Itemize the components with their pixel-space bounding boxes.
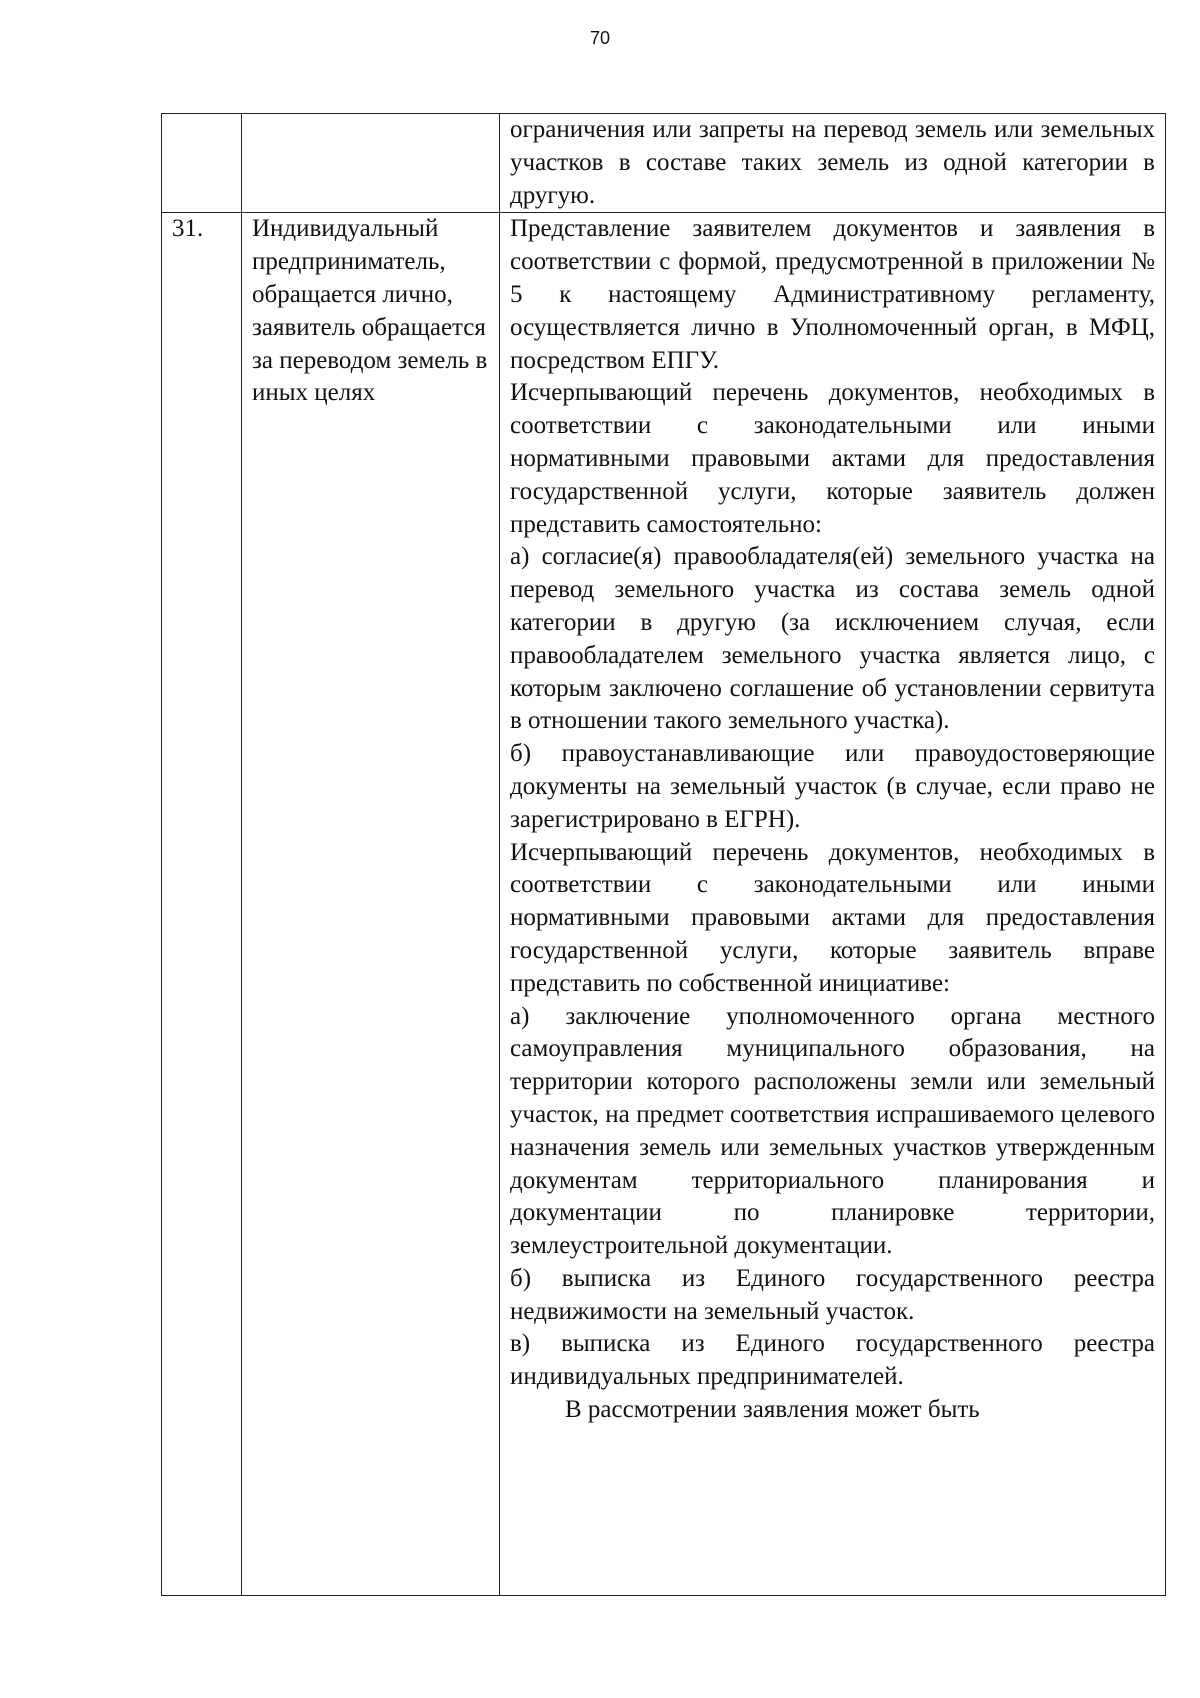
- paragraph-item-b-title-docs: б) правоустанавливающие или правоудостоверяющие документы на земельный участок (в случае, если право не зарегистрировано в ЕГРН).: [510, 740, 1155, 833]
- description-content: [510, 213, 1155, 1591]
- paragraph-consideration: В рассмотрении заявления может быть: [565, 1396, 980, 1424]
- paragraph-item-a-conclusion: а) заключение уполномоченного органа местного самоуправления муниципального образования, на территории которого расположены земли или земельный участок, на предмет соответствия испрашиваемого целевого назначения земель или земельных участков утвержденным документам территориального планирования и документации по планировке территории, землеустроительной документации.: [510, 1002, 1155, 1260]
- paragraph-optional-docs-intro: Исчерпывающий перечень документов, необходимых в соответствии с законодательными или иными нормативными правовыми актами для предоставления государственной услуги, которые заявитель вправе представить по собственной инициативе:: [510, 838, 1155, 997]
- paragraph-item-b-egrn-extract: б) выписка из Единого государственного реестра недвижимости на земельный участок.: [510, 1264, 1155, 1325]
- applicant-cell: Индивидуальный предприниматель, обращается лично, заявитель обращается за переводом земель в иных целях: [242, 213, 500, 1596]
- paragraph-required-docs-intro: Исчерпывающий перечень документов, необходимых в соответствии с законодательными или иными нормативными правовыми актами для предоставления государственной услуги, которые заявитель должен представить самостоятельно:: [510, 379, 1155, 538]
- applicant-cell: [242, 114, 500, 213]
- row-number-cell: [162, 114, 242, 213]
- paragraph-submission: Представление заявителем документов и заявления в соответствии с формой, предусмотренной в приложении № 5 к настоящему Административному регламенту, осуществляется лично в Уполномоченный орган, в МФЦ, посредством ЕПГУ.: [510, 215, 1155, 374]
- row-number-cell: 31.: [162, 213, 242, 1596]
- document-table: [161, 113, 1166, 1596]
- description-cell: [500, 213, 1166, 1596]
- continuation-text: ограничения или запреты на перевод земель или земельных участков в составе таких земель из одной категории в другую.: [510, 116, 1155, 209]
- paragraph-item-a-consent: а) согласие(я) правообладателя(ей) земельного участка на перевод земельного участка из состава земель одной категории в другую (за исключением случая, если правообладателем земельного участка является лицо, с которым заключено соглашение об установлении сервитута в отношении такого земельного участка).: [510, 543, 1155, 735]
- description-cell: [500, 114, 1166, 213]
- paragraph-item-v-egrip-extract: в) выписка из Единого государственного реестра индивидуальных предпринимателей.: [510, 1330, 1155, 1391]
- page-number: 70: [589, 28, 611, 48]
- table-row-31: [162, 213, 1166, 1596]
- table-row-continuation: [162, 114, 1166, 213]
